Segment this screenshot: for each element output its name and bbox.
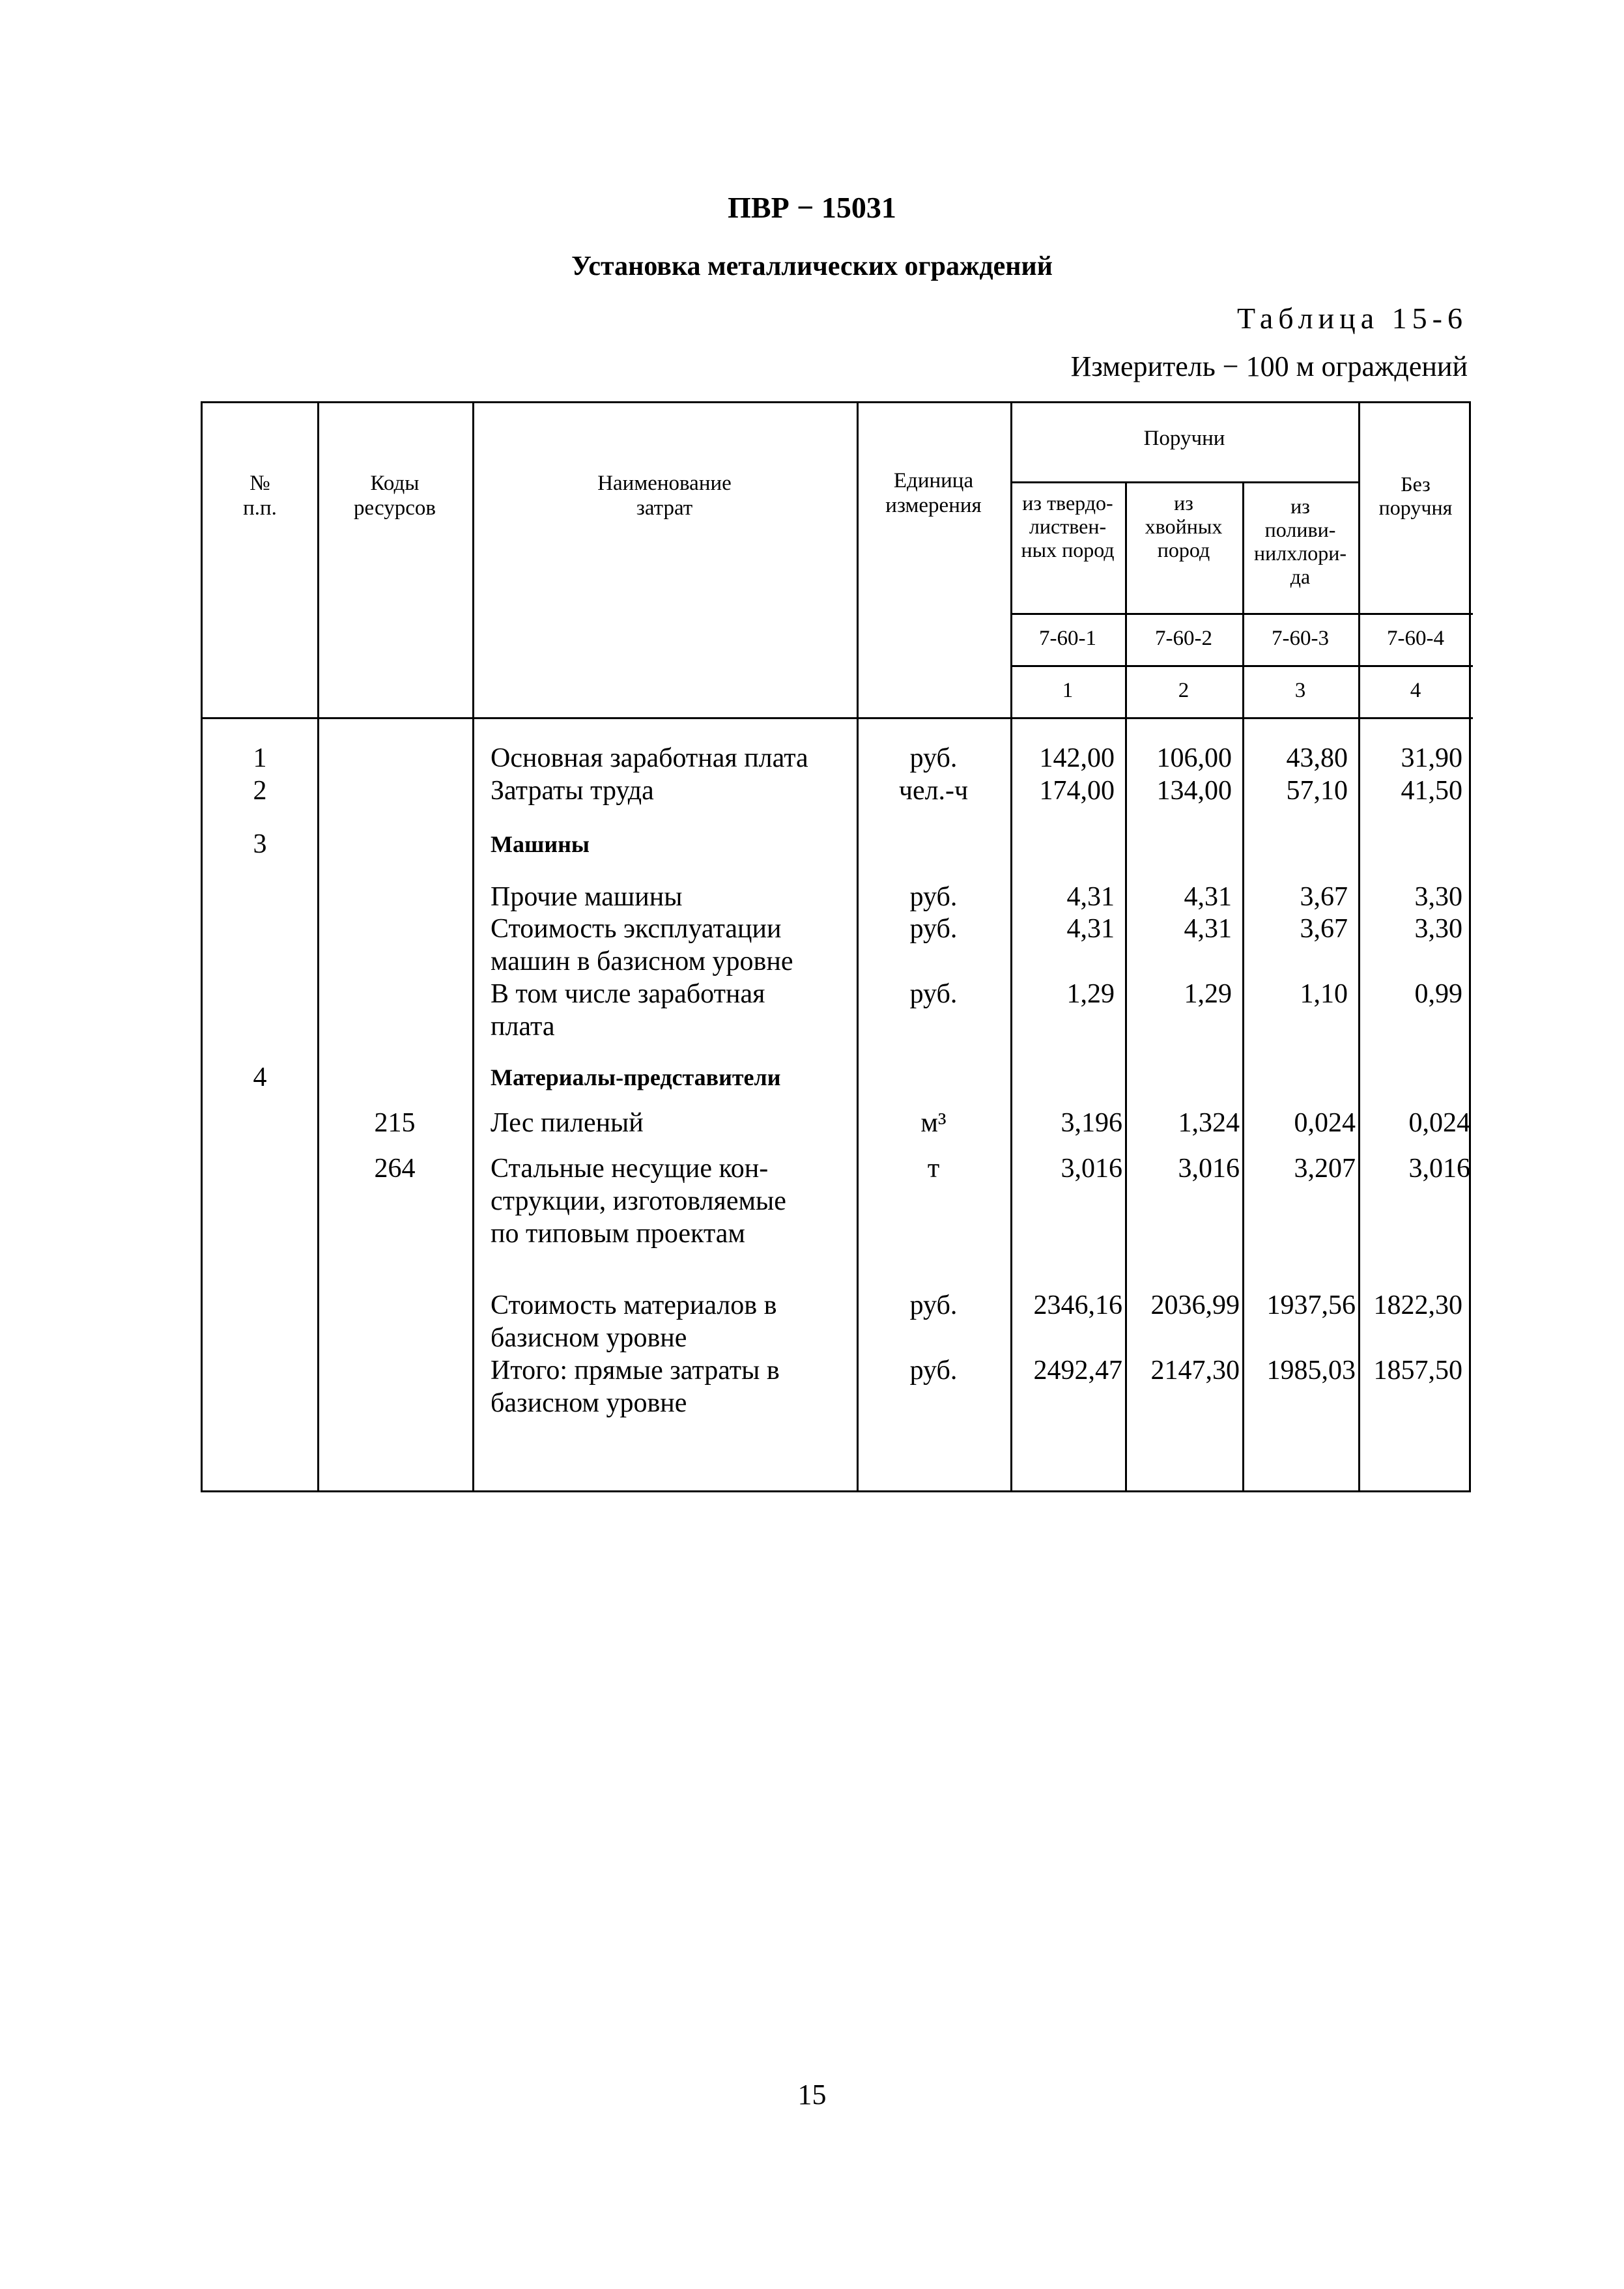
- header-col-line: ных пород: [1021, 538, 1115, 562]
- row-value: 3,207: [1294, 1154, 1356, 1184]
- row-name-line: В том числе заработная: [491, 979, 765, 1009]
- header-col-code: 7-60-1: [1039, 627, 1096, 650]
- header-col-line: пород: [1157, 538, 1210, 562]
- header-codes: [317, 471, 472, 520]
- table-divider: [1010, 613, 1473, 615]
- row-value: 3,30: [1414, 914, 1462, 944]
- row-value: 142,00: [1039, 743, 1115, 773]
- row-unit: руб.: [909, 979, 958, 1009]
- table-divider: [857, 403, 859, 1490]
- row-value: 43,80: [1286, 743, 1348, 773]
- row-name: Прочие машины: [491, 882, 683, 912]
- row-value: 106,00: [1156, 743, 1232, 773]
- row-value: 4,31: [1184, 914, 1232, 944]
- row-value: 2492,47: [1033, 1356, 1122, 1386]
- row-code: 215: [374, 1108, 416, 1138]
- row-name-line: Стоимость материалов в: [491, 1290, 777, 1320]
- table-divider: [317, 403, 319, 1490]
- resource-table: [201, 401, 1471, 1492]
- row-value: 41,50: [1401, 776, 1462, 806]
- row-unit: руб.: [909, 743, 958, 773]
- row-name-line: базисном уровне: [491, 1323, 687, 1353]
- row-value: 4,31: [1066, 914, 1115, 944]
- row-unit: руб.: [909, 914, 958, 944]
- row-value: 174,00: [1039, 776, 1115, 806]
- document-title: ПВР − 15031: [728, 191, 896, 224]
- table-caption: Таблица 15-6: [1236, 302, 1468, 335]
- row-index: 3: [253, 829, 267, 859]
- header-unit-line: измерения: [885, 494, 982, 517]
- table-divider: [203, 717, 1473, 719]
- row-value: 3,016: [1408, 1154, 1470, 1184]
- row-name: [491, 1152, 786, 1250]
- header-col-line: хвойных: [1145, 515, 1223, 538]
- header-name: [472, 471, 857, 520]
- header-col-line: нилхлори-: [1254, 541, 1346, 565]
- row-value: 1,29: [1066, 979, 1115, 1009]
- header-col-number: 1: [1062, 679, 1074, 702]
- header-col-line: листвен-: [1029, 515, 1107, 538]
- header-col-number: 3: [1294, 679, 1306, 702]
- page-number: 15: [797, 2079, 827, 2111]
- row-name-line: Итого: прямые затраты в: [491, 1356, 780, 1386]
- row-unit: т: [927, 1154, 940, 1184]
- row-index: 1: [253, 743, 267, 773]
- header-col-code: 7-60-3: [1272, 627, 1329, 650]
- row-value: 1937,56: [1266, 1290, 1356, 1320]
- row-value: 1985,03: [1266, 1356, 1356, 1386]
- header-col-3: [1242, 494, 1358, 588]
- header-group: Поручни: [1143, 427, 1225, 450]
- row-value: 3,016: [1178, 1154, 1240, 1184]
- row-name-line: Стальные несущие кон-: [491, 1154, 769, 1184]
- row-value: 4,31: [1184, 882, 1232, 912]
- header-codes-line: Коды: [370, 472, 420, 495]
- header-col-line: поручня: [1378, 496, 1453, 519]
- header-col-code: 7-60-2: [1155, 627, 1212, 650]
- row-value: 0,024: [1408, 1108, 1470, 1138]
- header-codes-line: ресурсов: [354, 496, 436, 520]
- header-col-line: Без: [1401, 472, 1431, 496]
- row-name: Лес пиленый: [491, 1108, 644, 1138]
- header-col-code: 7-60-4: [1387, 627, 1444, 650]
- header-col-line: да: [1290, 565, 1311, 588]
- section-heading: Машины: [491, 831, 590, 857]
- row-unit: чел.-ч: [898, 776, 969, 806]
- table-divider: [1010, 403, 1012, 1490]
- row-name-line: по типовым проектам: [491, 1219, 745, 1249]
- row-name: [491, 1354, 780, 1419]
- header-name-line: затрат: [636, 496, 693, 520]
- header-col-number: 4: [1410, 679, 1421, 702]
- row-index: 4: [253, 1062, 267, 1092]
- header-col-line: из твердо-: [1022, 491, 1113, 515]
- row-value: 2036,99: [1150, 1290, 1240, 1320]
- row-value: 3,30: [1414, 882, 1462, 912]
- table-divider: [1010, 481, 1358, 483]
- row-name: [491, 913, 793, 978]
- row-value: 1,324: [1178, 1108, 1240, 1138]
- row-name-line: базисном уровне: [491, 1388, 687, 1418]
- row-name-line: машин в базисном уровне: [491, 946, 793, 976]
- row-value: 57,10: [1286, 776, 1348, 806]
- row-value: 1857,50: [1373, 1356, 1462, 1386]
- header-col-4: [1358, 472, 1473, 519]
- row-value: 1,29: [1184, 979, 1232, 1009]
- header-col-1: [1010, 491, 1125, 562]
- row-name-line: плата: [491, 1012, 555, 1042]
- row-unit: м³: [920, 1108, 947, 1138]
- header-num-line: п.п.: [243, 496, 277, 520]
- table-divider: [1358, 403, 1360, 1490]
- row-value: 31,90: [1401, 743, 1462, 773]
- row-value: 0,99: [1414, 979, 1462, 1009]
- section-heading: Материалы-представители: [491, 1064, 781, 1090]
- row-unit: руб.: [909, 1356, 958, 1386]
- row-name: [491, 1289, 776, 1354]
- header-col-line: из: [1174, 491, 1193, 515]
- row-value: 134,00: [1156, 776, 1232, 806]
- header-col-line: поливи-: [1264, 518, 1336, 541]
- row-unit: руб.: [909, 1290, 958, 1320]
- header-unit-line: Единица: [893, 469, 974, 492]
- document-subtitle: Установка металлических ограждений: [571, 251, 1053, 281]
- header-name-line: Наименование: [597, 472, 732, 495]
- row-name-line: струкции, изготовляемые: [491, 1186, 786, 1216]
- row-value: 3,67: [1300, 914, 1348, 944]
- header-col-line: из: [1290, 494, 1310, 518]
- row-value: 2346,16: [1033, 1290, 1122, 1320]
- header-unit: [857, 468, 1010, 518]
- table-meter: Измеритель − 100 м ограждений: [1070, 350, 1468, 382]
- header-num-line: №: [249, 472, 270, 495]
- row-name-line: Стоимость эксплуатации: [491, 914, 782, 944]
- row-value: 1,10: [1300, 979, 1348, 1009]
- row-unit: руб.: [909, 882, 958, 912]
- row-code: 264: [374, 1154, 416, 1184]
- row-value: 3,196: [1061, 1108, 1122, 1138]
- row-name: Основная заработная плата: [491, 743, 808, 773]
- row-name: Затраты труда: [491, 776, 654, 806]
- row-value: 3,67: [1300, 882, 1348, 912]
- row-value: 1822,30: [1373, 1290, 1462, 1320]
- row-name: [491, 978, 765, 1043]
- row-value: 3,016: [1061, 1154, 1122, 1184]
- row-index: 2: [253, 776, 267, 806]
- row-value: 4,31: [1066, 882, 1115, 912]
- table-divider: [1010, 665, 1473, 667]
- row-value: 0,024: [1294, 1108, 1356, 1138]
- header-num: [203, 471, 317, 520]
- header-col-number: 2: [1178, 679, 1190, 702]
- row-value: 2147,30: [1150, 1356, 1240, 1386]
- header-col-2: [1125, 491, 1242, 562]
- table-divider: [472, 403, 474, 1490]
